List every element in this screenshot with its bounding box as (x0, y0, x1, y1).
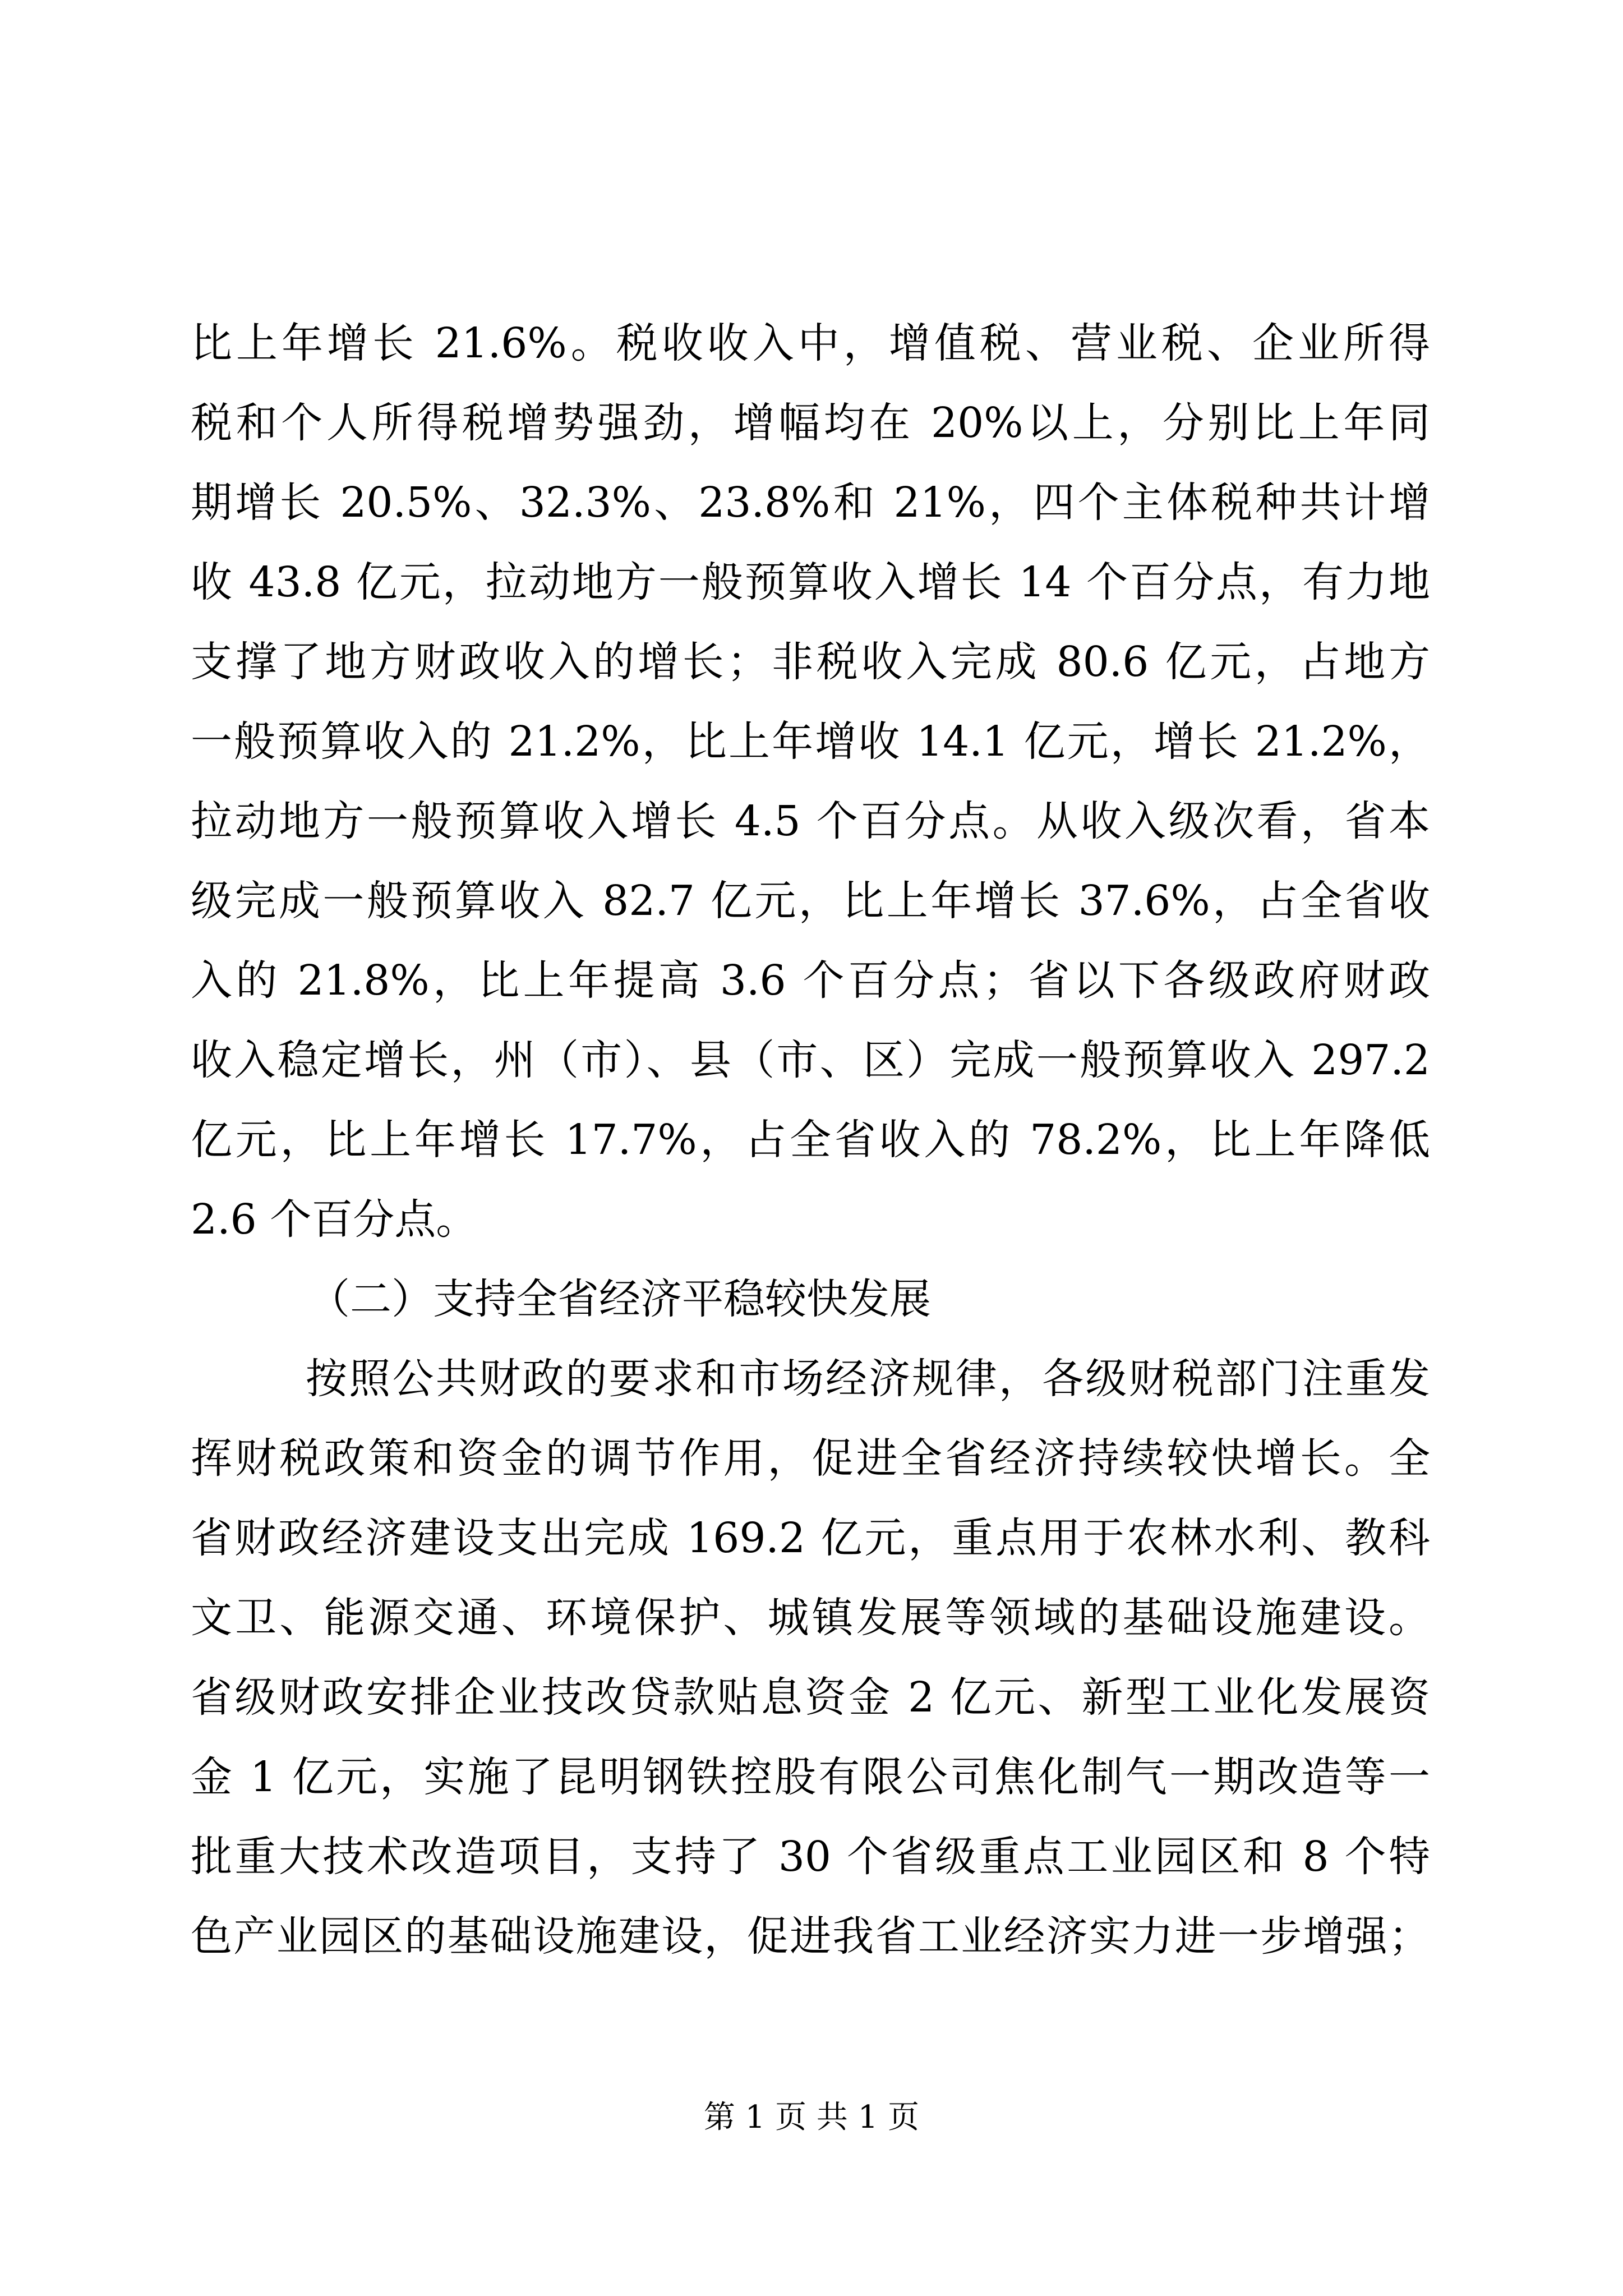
section-heading: （二）支持全省经济平稳较快发展 (308, 1275, 931, 1323)
text-line: 一般预算收入的 21.2%，比上年增收 14.1 亿元，增长 21.2%， (191, 717, 1430, 766)
text-line: 批重大技术改造项目，支持了 30 个省级重点工业园区和 8 个特 (191, 1833, 1430, 1881)
text-line: 2.6 个百分点。 (191, 1195, 478, 1244)
text-line: 税和个人所得税增势强劲，增幅均在 20%以上，分别比上年同 (191, 399, 1430, 447)
page-footer: 第 1 页 共 1 页 (703, 2099, 920, 2136)
text-line: 省级财政安排企业技改贷款贴息资金 2 亿元、新型工业化发展资 (191, 1673, 1430, 1722)
text-line: 级完成一般预算收入 82.7 亿元，比上年增长 37.6%，占全省收 (191, 877, 1430, 925)
text-line: 比上年增长 21.6%。税收收入中，增值税、营业税、企业所得 (191, 319, 1430, 367)
text-line: 文卫、能源交通、环境保护、城镇发展等领域的基础设施建设。 (191, 1594, 1430, 1642)
text-line: 金 1 亿元，实施了昆明钢铁控股有限公司焦化制气一期改造等一 (191, 1753, 1430, 1801)
text-line: 收 43.8 亿元，拉动地方一般预算收入增长 14 个百分点，有力地 (191, 558, 1430, 606)
text-line: 支撑了地方财政收入的增长；非税收入完成 80.6 亿元，占地方 (191, 638, 1430, 686)
text-line: 色产业园区的基础设施建设，促进我省工业经济实力进一步增强； (191, 1912, 1430, 1961)
text-line: 收入稳定增长，州（市）、县（市、区）完成一般预算收入 297.2 (191, 1036, 1430, 1084)
text-line: 挥财税政策和资金的调节作用，促进全省经济持续较快增长。全 (191, 1434, 1430, 1483)
text-line: 省财政经济建设支出完成 169.2 亿元，重点用于农林水利、教科 (191, 1514, 1430, 1562)
text-line: 按照公共财政的要求和市场经济规律，各级财税部门注重发 (306, 1355, 1430, 1403)
text-line: 拉动地方一般预算收入增长 4.5 个百分点。从收入级次看，省本 (191, 797, 1430, 845)
text-line: 期增长 20.5%、32.3%、23.8%和 21%，四个主体税种共计增 (191, 478, 1430, 527)
text-line: 入的 21.8%，比上年提高 3.6 个百分点；省以下各级政府财政 (191, 956, 1430, 1005)
text-line: 亿元，比上年增长 17.7%，占全省收入的 78.2%，比上年降低 (191, 1116, 1430, 1164)
